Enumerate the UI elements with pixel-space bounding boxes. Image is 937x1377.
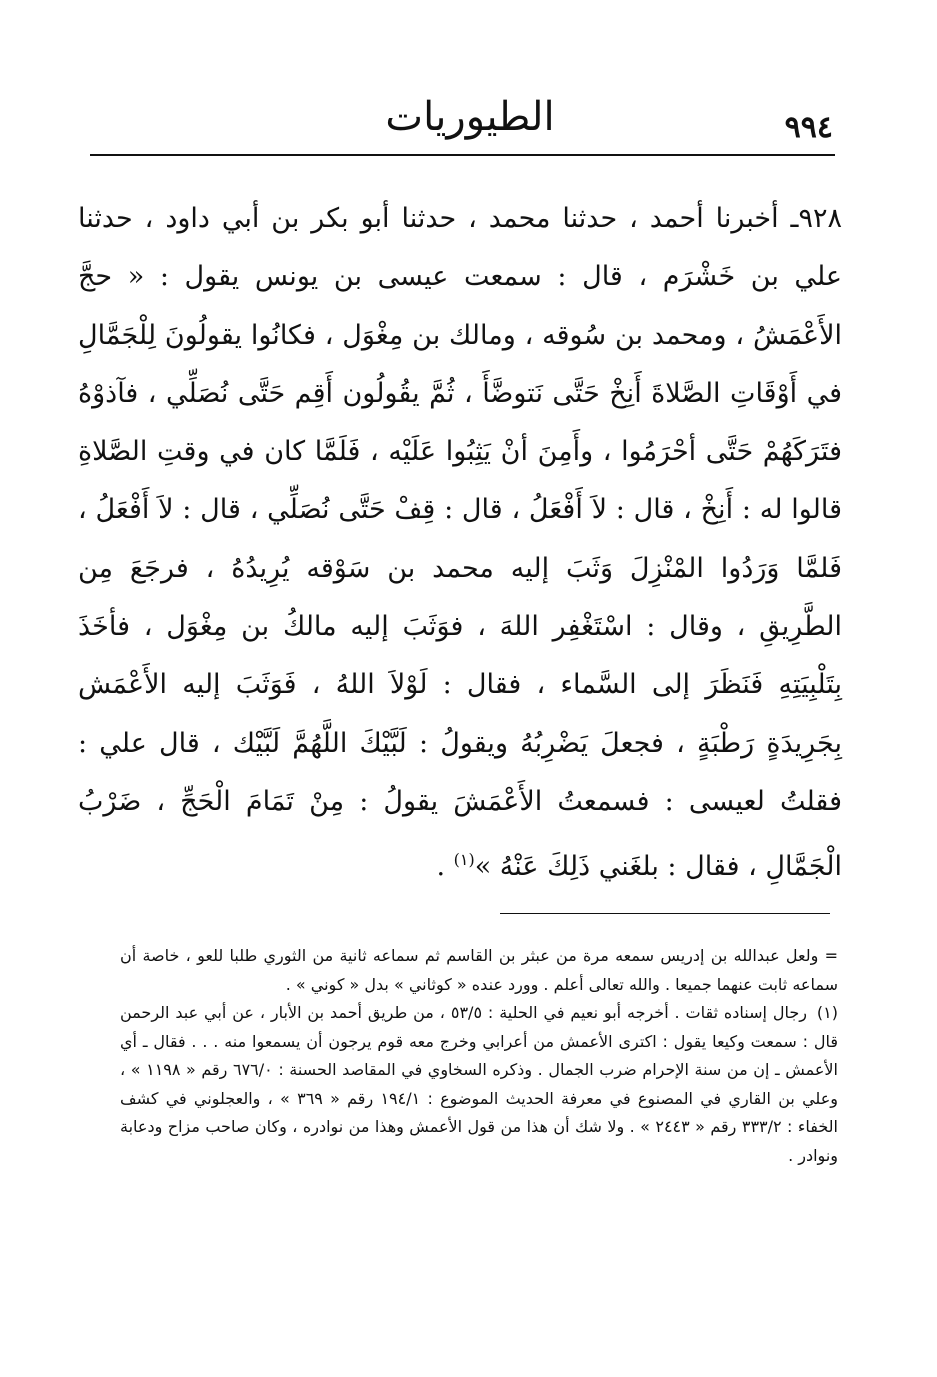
footnote-continuation: = ولعل عبدالله بن إدريس سمعه مرة من عبثر بن القاسم ثم سماعه ثانية من الثوري طلبا للعو ، خاصة أن سماعه ثابت عنهما جميعا . والله تعالى أعلم . وورد عنده « كوثاني » بدل « كوني » . — [120, 946, 838, 994]
header-rule — [90, 154, 835, 156]
hadith-paragraph — [78, 190, 842, 897]
end-punctuation: . — [436, 851, 454, 883]
footnote-reference: (١) — [453, 850, 475, 870]
footnote-1-marker: (١) — [816, 1003, 839, 1022]
footnotes — [120, 942, 838, 1170]
hadith-text: ٩٢٨ـ أخبرنا أحمد ، حدثنا محمد ، حدثنا أبو بكر بن أبي داود ، حدثنا علي بن خَشْرَم ، قال : سمعت عيسى بن يونس يقول : « حجَّ الأَعْمَشُ ، ومحمد بن سُوقه ، ومالك بن مِغْوَل ، فكانُوا يقولُونَ لِلْجَمَّالِ في أَوْقَاتِ الصَّلاةَ أَنِخْ حَتَّى نَتوضَّأَ ، ثُمَّ يقُولُون أَقِم حَتَّى نُصَلِّي ، فآذوْهُ فتَرَكَهُمْ حَتَّى أحْرَمُوا ، وأَمِنَ أنْ يَثِبُوا عَلَيْه ، فَلَمَّا كان في وقتِ الصَّلاةِ قالوا له : أَنِخْ ، قال : لاَ أَفْعَلُ ، قال : قِفْ حَتَّى نُصَلِّي ، قال : لاَ أَفْعَلُ ، فَلمَّا وَرَدُوا المْنْزِلَ وَثَبَ إليه محمد بن سَوْقه يُرِيدُهُ ، فرجَعَ مِن الطَّرِيقِ ، وقال : اسْتَغْفِر اللهَ ، فوَثَبَ إليه مالكُ بن مِغْوَل ، فأخَذَ بِتَلْبِيَتِهِ فَنَظَرَ إلى السَّماء ، فقال : لَوْلاَ اللهُ ، فَوَثَبَ إليه الأَعْمَش بِجَرِيدَةٍ رَطْبَةٍ ، فجعلَ يَضْرِبُهُ ويقولُ : لَبَّيْكَ اللَّهُمَّ لَبَّيْك ، قال علي : فقلتُ لعيسى : فسمعتُ الأَعْمَشَ يقولُ : مِنْ تَمَامَ الْحَجِّ ، ضَرْبُ الْجَمَّالِ ، فقال : بلغَني ذَلِكَ عَنْهُ » — [78, 203, 842, 883]
footnote-1-text: رجال إسناده ثقات . أخرجه أبو نعيم في الحلية : ٥٣/٥ ، من طريق أحمد بن الأبار ، عن أبي عبد الرحمن قال : سمعت وكيعا يقول : اكترى الأعمش من أعرابي وخرج معه قوم يرجون أن يسمعوا منه . . . فقال ـ أي الأعمش ـ إن من سنة الإحرام ضرب الجمال . وذكره السخاوي في المقاصد الحسنة : ٦٧٦/٠ رقم « ١١٩٨ » ، وعلي بن القاري في المصنوع في معرفة الحديث الموضوع : ١٩٤/١ رقم « ٣٦٩ » ، والعجلوني في كشف الخفاء : ٣٣٣/٢ رقم « ٢٤٤٣ » . ولا شك أن هذا من قول الأعمش وهذا من نوادره ، وكان صاحب مزاح ودعابة ونوادر . — [120, 1003, 839, 1165]
footnote-rule — [500, 913, 830, 914]
footnote-1 — [120, 999, 838, 1170]
running-title: الطيوريات — [385, 94, 555, 140]
page-number: ٩٩٤ — [784, 110, 833, 145]
main-text — [78, 190, 842, 897]
